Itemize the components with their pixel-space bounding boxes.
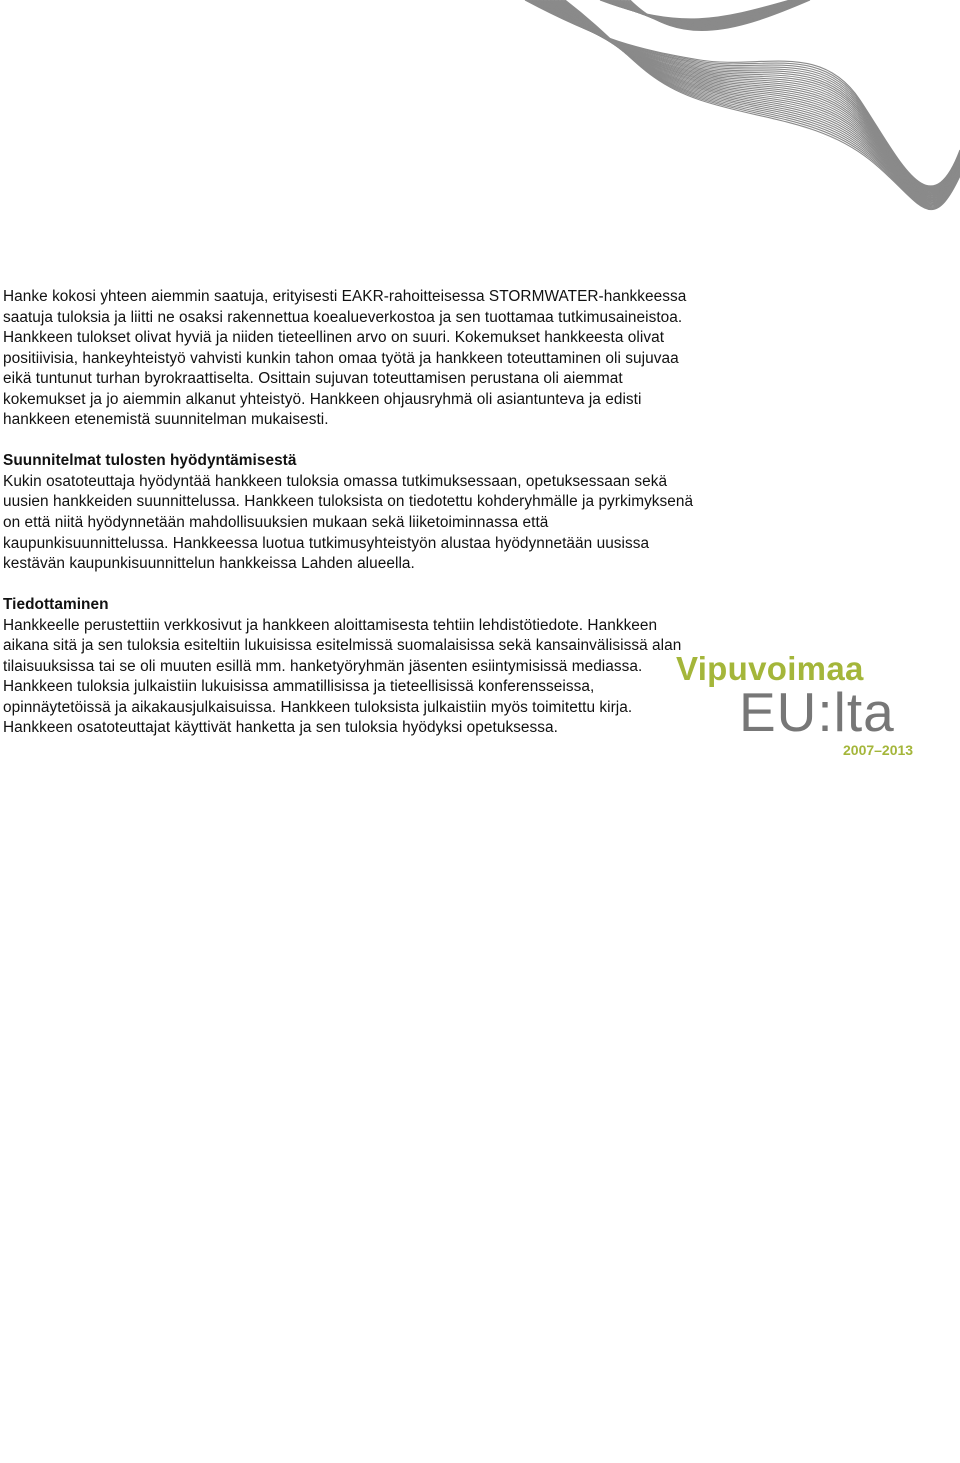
document-body — [3, 287, 703, 739]
intro-paragraph: Hanke kokosi yhteen aiemmin saatuja, erityisesti EAKR-rahoitteisessa STORMWATER-hankkeessa saatuja tuloksia ja liitti ne osaksi rakennettua koealueverkostoa ja sen tuottamaa tutkimusaineistoa. Hankkeen tulokset olivat hyviä ja niiden tieteellinen arvo on suuri. Kokemukset hankkeesta olivat positiivisia, hankeyhteistyö vahvisti kunkin tahon omaa työtä ja hankkeen toteuttaminen oli sujuvaa eikä tuntunut turhan byrokraattiselta. Osittain sujuvan toteuttamisen perustana oli aiemmat kokemukset ja jo aiemmin alkanut yhteistyö. Hankkeen ohjausryhmä oli asiantunteva ja edisti hankkeen etenemistä suunnitelman mukaisesti. — [3, 288, 687, 429]
spacer — [3, 575, 703, 596]
spacer — [3, 431, 703, 452]
logo-years: 2007–2013 — [843, 742, 914, 758]
logo-line-eu: EU:lta — [739, 681, 895, 743]
section-heading-utilization: Suunnitelmat tulosten hyödyntämisestä — [3, 452, 297, 470]
logo-line-vipuvoimaa: Vipuvoimaa — [676, 650, 864, 687]
section-text-utilization: Kukin osatoteuttaja hyödyntää hankkeen tuloksia omassa tutkimuksessaan, opetuksessaan sekä uusien hankkeiden suunnittelussa. Hankkeen tuloksista on tiedotettu kohderyhmälle ja pyrkimyksenä on että niitä hyödynnetään mahdollisuuksien mukaan sekä liiketoiminnassa että kaupunkisuunnittelussa. Hankkeessa luotua tutkimusyhteistyön alustaa hyödynnetään uusissa kestävän kaupunkisuunnittelun hankkeissa Lahden alueella. — [3, 472, 694, 573]
section-heading-communication: Tiedottaminen — [3, 596, 109, 614]
ribbon-line — [539, 0, 960, 193]
ribbon-line — [537, 0, 960, 193]
decorative-ribbon-graphic — [0, 0, 960, 260]
section-text-communication: Hankkeelle perustettiin verkkosivut ja hankkeen aloittamisesta tehtiin lehdistötiedote. Hankkeen aikana sitä ja sen tuloksia esiteltiin lukuisissa esitelmissä suomalaisissa sekä kansainvälisissä alan tilaisuuksissa tai se oli muuten esillä mm. hanketyöryhmän jäsenten esiintymisissä mediassa. Hankkeen tuloksia julkaistiin lukuisissa ammatillisissa ja tieteellisissä konferensseissa, opinnäytetöissä ja aikakausjulkaisuissa. Hankkeen tuloksista julkaistiin myös toimitettu kirja. Hankkeen osatoteuttajat käyttivät hanketta ja sen tuloksia hyödyksi opetuksessa. — [3, 616, 682, 737]
